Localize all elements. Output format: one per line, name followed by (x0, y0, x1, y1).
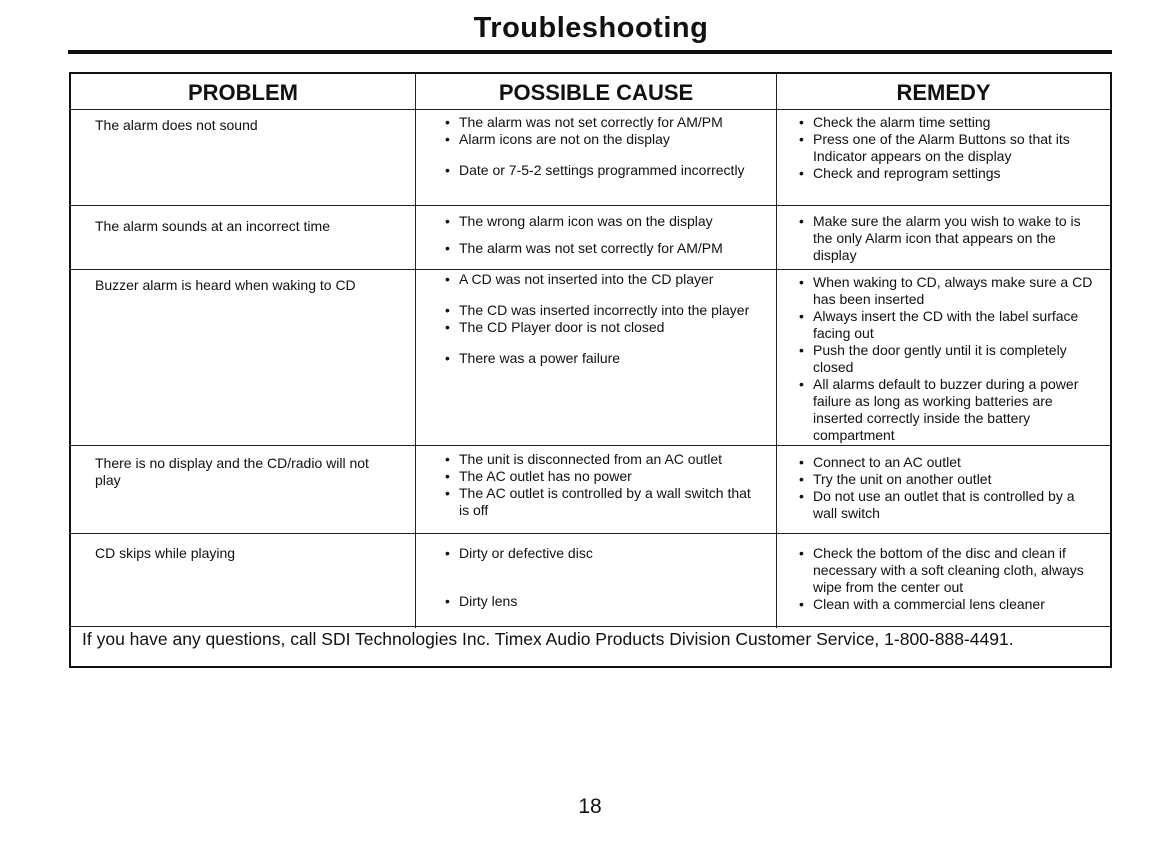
cause-item: • The AC outlet has no power (443, 468, 753, 485)
title-rule (68, 50, 1112, 54)
cause-item: • There was a power failure (443, 350, 753, 367)
remedy-list (797, 213, 1097, 264)
problem-cell: There is no display and the CD/radio will not play (95, 455, 369, 488)
cause-item: • The CD Player door is not closed (443, 319, 753, 336)
row-divider (71, 533, 1110, 534)
page-title: Troubleshooting (473, 12, 709, 44)
remedy-item: • All alarms default to buzzer during a power failure as long as working batteries are inserted correctly inside the battery compartment (797, 376, 1097, 444)
remedy-list (797, 454, 1097, 522)
page-number: 18 (578, 795, 602, 818)
cause-item: • The CD was inserted incorrectly into the player (443, 302, 753, 319)
problem-cell: CD skips while playing (95, 545, 236, 561)
cause-item: • The wrong alarm icon was on the display (443, 213, 753, 230)
remedy-item: • Check and reprogram settings (797, 165, 1097, 182)
remedy-item: • When waking to CD, always make sure a CD has been inserted (797, 274, 1097, 308)
remedy-item: • Clean with a commercial lens cleaner (797, 596, 1097, 613)
cause-item: • A CD was not inserted into the CD player (443, 271, 753, 288)
row-divider (71, 109, 1110, 110)
cause-list (443, 213, 753, 257)
cause-list (443, 545, 753, 610)
cause-item: • Alarm icons are not on the display (443, 131, 753, 148)
remedy-item: • Check the bottom of the disc and clean if necessary with a soft cleaning cloth, always wipe from the center out (797, 545, 1097, 596)
row-divider (71, 626, 1110, 627)
remedy-item: • Always insert the CD with the label surface facing out (797, 308, 1097, 342)
troubleshooting-table (69, 72, 1112, 668)
cause-list (443, 114, 753, 179)
remedy-list (797, 114, 1097, 182)
cause-item: • The alarm was not set correctly for AM/PM (443, 114, 753, 131)
cause-list (443, 271, 753, 367)
cause-item: • Dirty or defective disc (443, 545, 753, 562)
problem-cell: Buzzer alarm is heard when waking to CD (95, 277, 356, 293)
header-remedy: REMEDY (896, 80, 991, 105)
problem-cell: The alarm does not sound (95, 117, 258, 133)
column-divider (415, 74, 416, 628)
cause-item: • The AC outlet is controlled by a wall switch that is off (443, 485, 753, 519)
cause-item: • Date or 7-5-2 settings programmed incorrectly (443, 162, 753, 179)
row-divider (71, 445, 1110, 446)
row-divider (71, 205, 1110, 206)
remedy-item: • Try the unit on another outlet (797, 471, 1097, 488)
header-problem: PROBLEM (188, 80, 298, 105)
remedy-item: • Make sure the alarm you wish to wake to is the only Alarm icon that appears on the display (797, 213, 1097, 264)
remedy-item: • Press one of the Alarm Buttons so that its Indicator appears on the display (797, 131, 1097, 165)
cause-item: • The alarm was not set correctly for AM/PM (443, 240, 753, 257)
remedy-list (797, 274, 1097, 444)
remedy-item: • Push the door gently until it is completely closed (797, 342, 1097, 376)
header-possible-cause: POSSIBLE CAUSE (498, 80, 694, 105)
remedy-item: • Connect to an AC outlet (797, 454, 1097, 471)
column-divider (776, 74, 777, 628)
customer-service-note: If you have any questions, call SDI Technologies Inc. Timex Audio Products Division Customer Service, 1-800-888-4491. (82, 629, 1014, 649)
remedy-item: • Check the alarm time setting (797, 114, 1097, 131)
problem-cell: The alarm sounds at an incorrect time (95, 218, 330, 234)
remedy-item: • Do not use an outlet that is controlled by a wall switch (797, 488, 1097, 522)
cause-item: • Dirty lens (443, 593, 753, 610)
cause-item: • The unit is disconnected from an AC outlet (443, 451, 753, 468)
remedy-list (797, 545, 1097, 613)
cause-list (443, 451, 753, 519)
row-divider (71, 269, 1110, 270)
